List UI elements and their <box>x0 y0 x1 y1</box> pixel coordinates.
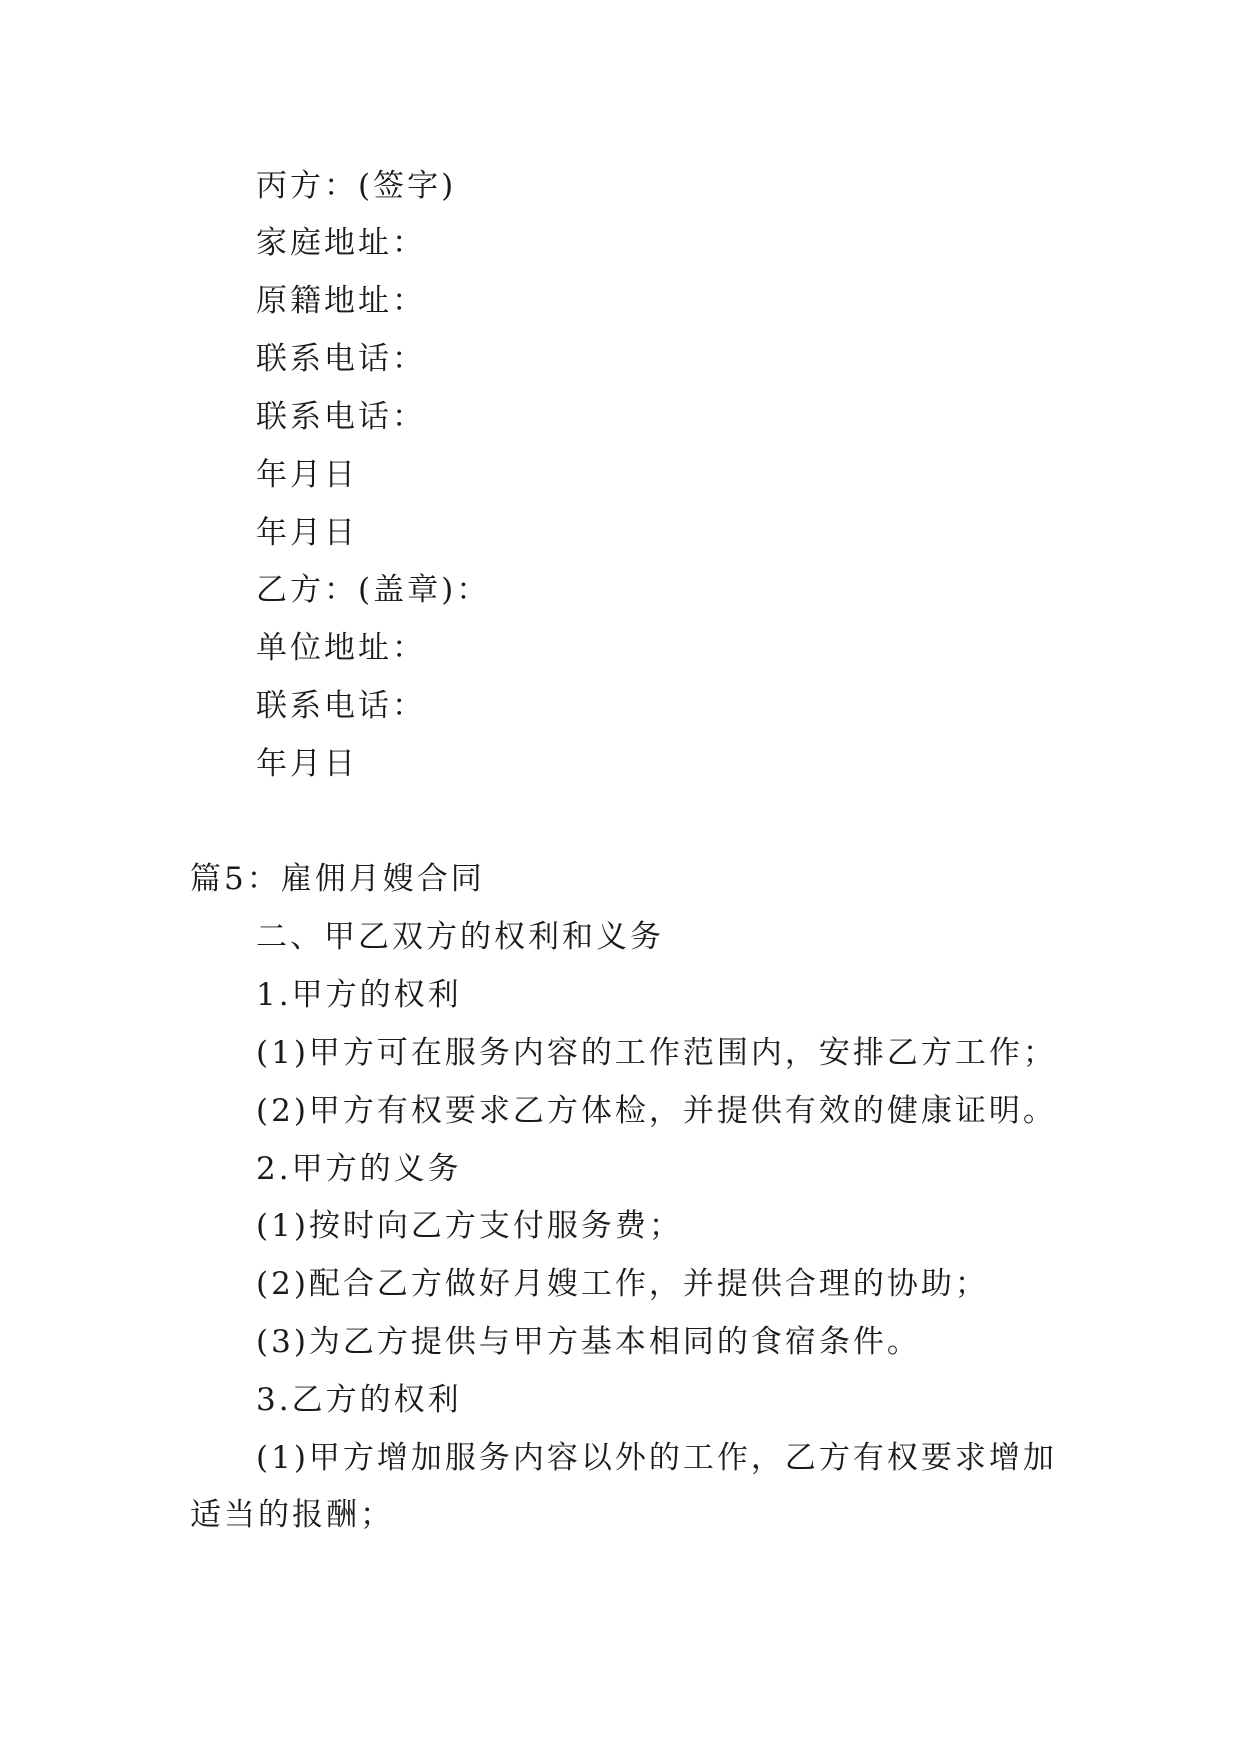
clause-text: (2)甲方有权要求乙方体检，并提供有效的健康证明。 <box>256 1093 1057 1129</box>
clause-text-continuation: 适当的报酬； <box>190 1497 394 1533</box>
subheading-party-a-duties: 2.甲方的义务 <box>256 1151 462 1187</box>
signature-line-party-c: 丙方：(签字) <box>256 168 457 204</box>
section-heading-rights-duties: 二、甲乙双方的权利和义务 <box>256 919 664 955</box>
subheading-party-a-rights: 1.甲方的权利 <box>256 977 462 1013</box>
section-title: 篇5：雇佣月嫂合同 <box>190 861 485 897</box>
signature-line-date-3: 年月日 <box>256 746 358 782</box>
signature-line-phone: 联系电话： <box>256 341 426 377</box>
signature-line-party-b: 乙方：(盖章)： <box>256 572 491 608</box>
signature-line-unit-address: 单位地址： <box>256 630 426 666</box>
clause-text: (3)为乙方提供与甲方基本相同的食宿条件。 <box>256 1324 921 1360</box>
signature-line-phone-3: 联系电话： <box>256 688 426 724</box>
signature-line-date: 年月日 <box>256 457 358 493</box>
clause-text: (1)甲方增加服务内容以外的工作，乙方有权要求增加 <box>256 1440 1057 1476</box>
signature-line-home-address: 家庭地址： <box>256 225 426 261</box>
signature-line-phone-2: 联系电话： <box>256 399 426 435</box>
clause-text: (2)配合乙方做好月嫂工作，并提供合理的协助； <box>256 1266 989 1302</box>
signature-line-origin-address: 原籍地址： <box>256 283 426 319</box>
clause-text: (1)按时向乙方支付服务费； <box>256 1208 683 1244</box>
signature-line-date-2: 年月日 <box>256 515 358 551</box>
subheading-party-b-rights: 3.乙方的权利 <box>256 1382 462 1418</box>
clause-text: (1)甲方可在服务内容的工作范围内，安排乙方工作； <box>256 1035 1057 1071</box>
